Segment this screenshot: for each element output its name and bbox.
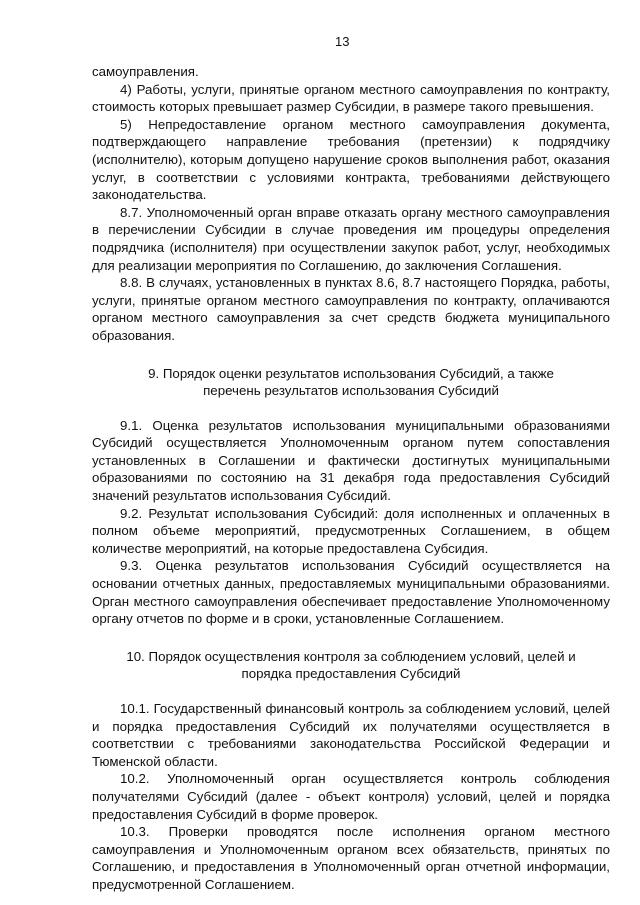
- paragraph-8-7: 8.7. Уполномоченный орган вправе отказать органу местного самоуправления в перечислении Субсидии в случае проведения им процедуры определения подрядчика (исполнителя) при осуществлении закупок работ, услуг, необходимых для реализации мероприятия по Соглашению, до заключения Соглашения.: [92, 204, 610, 273]
- paragraph-10-3: 10.3. Проверки проводятся после исполнения органом местного самоуправления и Уполномоченным органом всех обязательств, принятых по Соглашению, и предоставления в Уполномоченный орган отчетной информации, предусмотренной Соглашением.: [92, 824, 610, 892]
- spacer: [92, 628, 610, 648]
- paragraph-10-2: 10.2. Уполномоченный орган осуществляется контроль соблюдения получателями Субсидий (далее - объект контроля) условий, целей и порядка предоставления Субсидий в форме проверок.: [92, 771, 610, 822]
- paragraph-continuation: самоуправления.: [92, 64, 199, 79]
- document-body: [92, 63, 610, 894]
- spacer: [92, 345, 610, 365]
- paragraph-9-2: 9.2. Результат использования Субсидий: доля исполненных и оплаченных в полном объеме мероприятий, предусмотренных Соглашением, в общем количестве мероприятий, на которые предоставлена Субсидия.: [92, 505, 610, 556]
- paragraph-9-1: 9.1. Оценка результатов использования муниципальными образованиями Субсидий осуществляется Уполномоченным органом путем сопоставления установленных в Соглашении и фактически достигнутых муниципальными образованиями по состоянию на 31 декабря года предоставления Субсидий значений результатов использования Субсидий.: [92, 417, 610, 504]
- paragraph-item-4: 4) Работы, услуги, принятые органом местного самоуправления по контракту, стоимость которых превышает размер Субсидии, в размере такого превышения.: [92, 81, 610, 115]
- spacer: [92, 400, 610, 417]
- spacer: [92, 683, 610, 700]
- paragraph-9-3: 9.3. Оценка результатов использования Субсидий осуществляется на основании отчетных данных, предоставляемых муниципальными образованиями. Орган местного самоуправления обеспечивает предоставление Уполномоченному органу отчетов по форме и в сроки, установленные Соглашением.: [92, 558, 610, 627]
- paragraph-10-1: 10.1. Государственный финансовый контроль за соблюдением условий, целей и порядка предоставления Субсидий их получателями осуществляется в соответствии с требованиями законодательства Российской Федерации и Тюменской области.: [92, 701, 610, 769]
- paragraph-item-5: 5) Непредоставление органом местного самоуправления документа, подтверждающего направление требования (претензии) к подрядчику (исполнителю), которым допущено нарушение сроков выполнения работ, оказания услуг, в соответствии с условиями контракта, требованиями действующего законодательства.: [92, 116, 610, 203]
- section-9-heading: 9. Порядок оценки результатов использования Субсидий, а также перечень результатов использования Субсидий: [148, 365, 554, 399]
- page-number: 13: [335, 34, 350, 49]
- paragraph-8-8: 8.8. В случаях, установленных в пунктах 8.6, 8.7 настоящего Порядка, работы, услуги, принятые органом местного самоуправления по контракту, оплачиваются органом местного самоуправления за счет средств бюджета муниципального образования.: [92, 275, 610, 343]
- section-10-heading: 10. Порядок осуществления контроля за соблюдением условий, целей и порядка предоставления Субсидий: [126, 648, 576, 682]
